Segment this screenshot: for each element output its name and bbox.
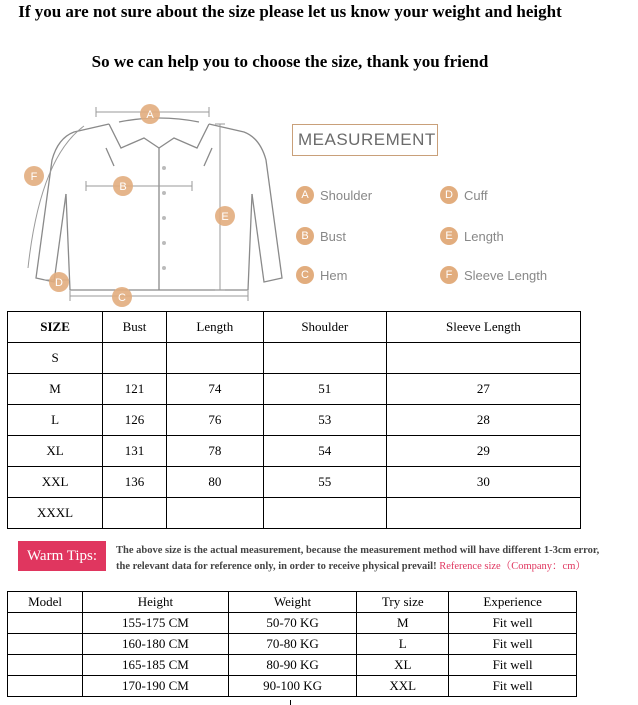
legend-sleeve-length [440,266,547,284]
table-row [8,655,577,676]
table-cell: Fit well [449,613,577,634]
table-cell: L [357,634,449,655]
legend-cuff [440,186,488,204]
table-row [8,498,581,529]
table-cell: 76 [166,405,263,436]
table-row [8,676,577,697]
marker-f-icon [24,166,44,186]
header-length: Length [166,312,263,343]
shirt-outline-illustration [14,98,294,308]
table-cell: Fit well [449,676,577,697]
warm-tips-line2-wrap [116,559,636,575]
warm-tips-line2: the relevant data for reference only, in order to receive physical prevail! [116,561,437,572]
marker-e-icon [215,206,235,226]
table-cell: 131 [103,436,167,467]
table-cell: XL [8,436,103,467]
table-cell: 155-175 CM [83,613,229,634]
legend-c-icon: C [296,266,314,284]
table-cell: 121 [103,374,167,405]
marker-b-label: B [119,181,127,193]
marker-a-icon [140,104,160,124]
legend-length [440,227,504,245]
table-cell: 51 [263,374,386,405]
headline-weight-request: If you are not sure about the size please let us know your weight and height [18,2,562,21]
table-cell: 165-185 CM [83,655,229,676]
table-cell [263,343,386,374]
table-row [8,634,577,655]
table-cell [8,676,83,697]
table-cell: 78 [166,436,263,467]
headline-help-choose: So we can help you to choose the size, thank you friend [91,52,489,71]
marker-a-label: A [146,109,154,121]
warm-tips-text [116,543,636,575]
legend-e-icon: E [440,227,458,245]
table-cell: 53 [263,405,386,436]
warm-tips-line1: The above size is the actual measurement, because the measurement method will have different 1-3cm error, [116,545,600,556]
table-cell: 27 [386,374,580,405]
table-cell [263,498,386,529]
header-model: Model [8,592,83,613]
legend-d-icon: D [440,186,458,204]
table-cell: 70-80 KG [228,634,357,655]
table-cell: XXL [8,467,103,498]
table-row [8,405,581,436]
header-try-size: Try size [357,592,449,613]
legend-shoulder [296,186,372,204]
table-cell: XXXL [8,498,103,529]
size-table [7,311,581,529]
table-cell: 50-70 KG [228,613,357,634]
legend-bust-label: Bust [320,228,347,244]
header-shoulder: Shoulder [263,312,386,343]
table-cell [103,343,167,374]
divider-tick [290,700,291,705]
table-cell: M [357,613,449,634]
table-cell: 80 [166,467,263,498]
legend-a-icon: A [296,186,314,204]
legend-sleeve-length-label: Sleeve Length [464,267,548,283]
table-cell: Fit well [449,634,577,655]
legend-shoulder-label: Shoulder [320,187,373,203]
legend-f-icon: F [440,266,458,284]
header-height: Height [83,592,229,613]
table-row [8,343,581,374]
table-cell [103,498,167,529]
table-cell [166,498,263,529]
table-cell: M [8,374,103,405]
table-cell: 54 [263,436,386,467]
model-table [7,591,577,697]
table-cell [166,343,263,374]
table-cell: XXL [357,676,449,697]
table-cell: 170-190 CM [83,676,229,697]
table-cell [386,498,580,529]
marker-f-label: F [30,171,38,183]
legend-bust [296,227,346,245]
marker-d-label: D [55,277,63,289]
table-cell [8,655,83,676]
legend-length-label: Length [464,228,504,244]
table-cell: Fit well [449,655,577,676]
model-table-header [8,592,577,613]
legend-b-icon: B [296,227,314,245]
size-table-header [8,312,581,343]
marker-c-icon [112,287,132,307]
header-bust: Bust [103,312,167,343]
table-cell [8,634,83,655]
measurement-title: MEASUREMENT [298,130,436,149]
table-row [8,613,577,634]
table-cell: 29 [386,436,580,467]
table-cell [8,613,83,634]
marker-e-label: E [221,211,229,223]
marker-b-icon [113,176,133,196]
header-experience: Experience [449,592,577,613]
table-cell: 74 [166,374,263,405]
warm-tips-badge: Warm Tips: [18,541,106,571]
header-size: SIZE [8,312,103,343]
marker-c-label: C [118,292,126,304]
table-cell: L [8,405,103,436]
table-row [8,467,581,498]
table-cell: 28 [386,405,580,436]
table-cell: XL [357,655,449,676]
legend-cuff-label: Cuff [464,187,488,203]
warm-tips-reference: Reference size（Company：cm） [439,561,586,572]
legend-hem [296,266,347,284]
table-cell: 80-90 KG [228,655,357,676]
table-cell: 90-100 KG [228,676,357,697]
table-row [8,436,581,467]
table-row [8,374,581,405]
header-sleeve-length: Sleeve Length [386,312,580,343]
marker-d-icon [49,272,69,292]
legend-hem-label: Hem [320,267,348,283]
table-cell: 160-180 CM [83,634,229,655]
table-cell [386,343,580,374]
table-cell: 126 [103,405,167,436]
table-cell: 30 [386,467,580,498]
table-cell: 136 [103,467,167,498]
table-cell: S [8,343,103,374]
header-weight: Weight [228,592,357,613]
table-cell: 55 [263,467,386,498]
